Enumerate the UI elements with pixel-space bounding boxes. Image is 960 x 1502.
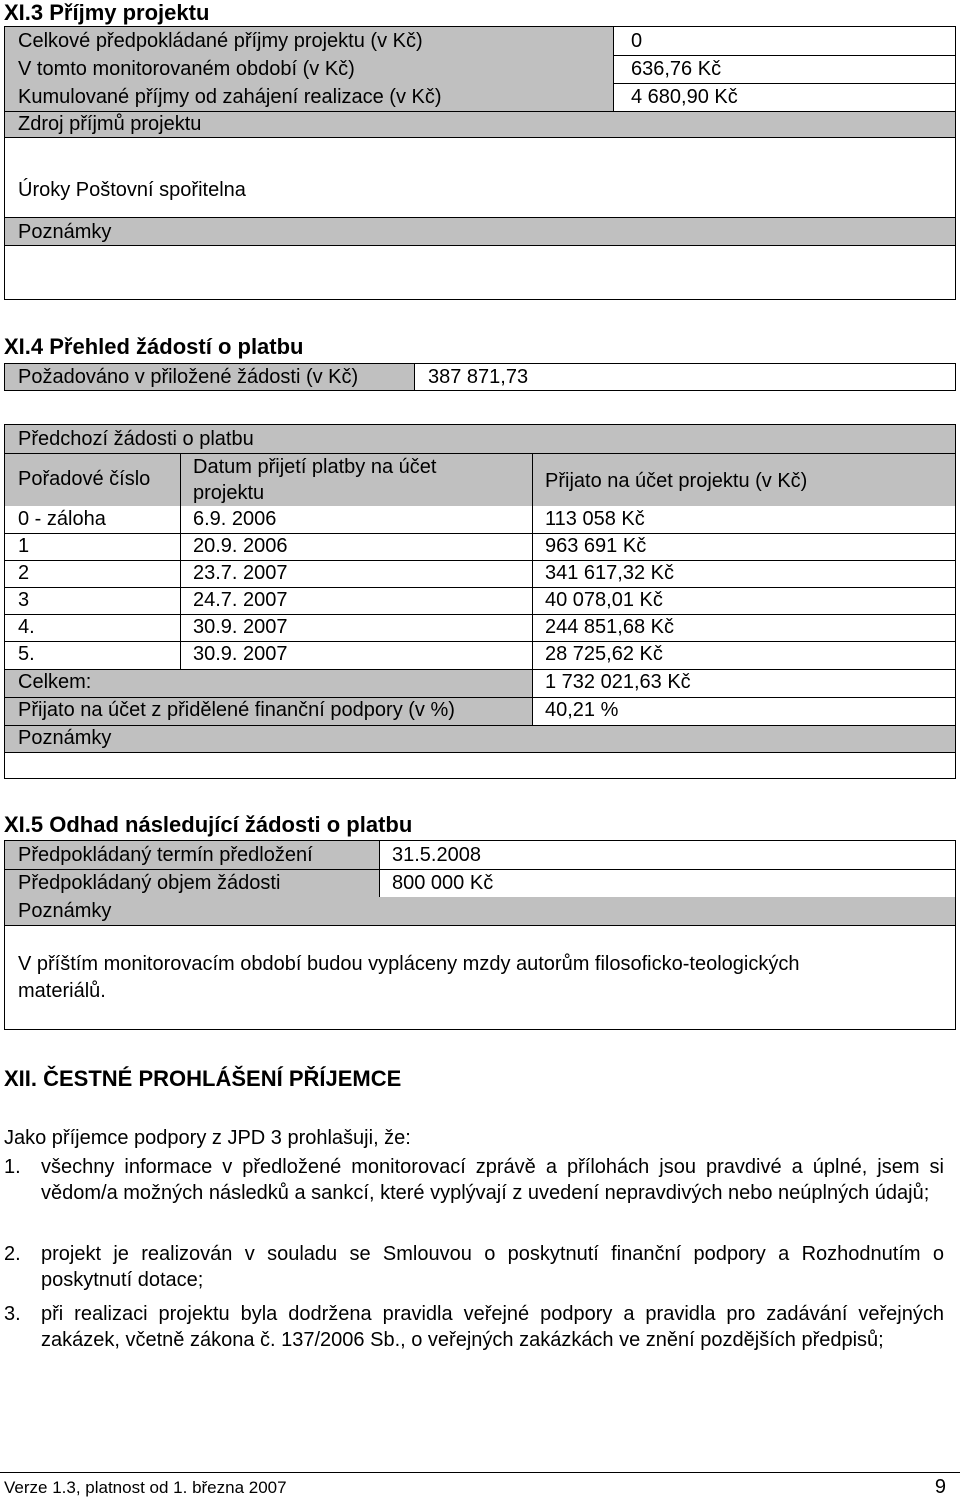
requested-row xyxy=(4,363,956,391)
table-row xyxy=(5,533,955,561)
next-request-table xyxy=(4,840,956,1030)
declaration-intro: Jako příjemce podpory z JPD 3 prohlašuji, že: xyxy=(4,1127,411,1149)
total-label: Celkem: xyxy=(5,670,532,697)
row-amount: 40 078,01 Kč xyxy=(545,589,663,611)
row-amount: 963 691 Kč xyxy=(545,535,647,557)
cumulative-income-value: 4 680,90 Kč xyxy=(631,86,738,108)
col-header-date-line2: projektu xyxy=(193,482,265,504)
row-amount: 244 851,68 Kč xyxy=(545,616,674,638)
cumulative-income-label: Kumulované příjmy od zahájení realizace (v Kč) xyxy=(5,83,613,111)
row-order: 5. xyxy=(18,643,35,665)
declaration-item-2: projekt je realizován v souladu se Smlouvou o poskytnutí finanční podpory a Rozhodnutím o poskytnutí dotace; xyxy=(41,1243,944,1291)
row-amount: 28 725,62 Kč xyxy=(545,643,663,665)
income-source-label: Zdroj příjmů projektu xyxy=(5,111,955,137)
row-order: 4. xyxy=(18,616,35,638)
term-value: 31.5.2008 xyxy=(392,844,481,866)
next-notes-label: Poznámky xyxy=(5,897,955,925)
declaration-item-3: při realizaci projektu byla dodržena pravidla veřejné podpory a pravidla pro zadávání veřejných zakázek, včetně zákona č. 137/2006 Sb., o veřejných zakázkách ve znění pozdějších předpisů; xyxy=(41,1303,944,1351)
row-date: 20.9. 2006 xyxy=(193,535,288,557)
pct-label: Přijato na účet z přidělené finanční podpory (v %) xyxy=(5,698,532,725)
row-amount: 341 617,32 Kč xyxy=(545,562,674,584)
row-amount: 113 058 Kč xyxy=(545,508,645,530)
item-number: 1. xyxy=(4,1156,21,1178)
income-notes-label: Poznámky xyxy=(5,217,955,245)
requested-label: Požadováno v přiložené žádosti (v Kč) xyxy=(5,364,414,390)
row-date: 6.9. 2006 xyxy=(193,508,277,530)
col-header-date-line1: Datum přijetí platby na účet xyxy=(193,456,437,478)
total-income-label: Celkové předpokládané příjmy projektu (v Kč) xyxy=(5,27,613,55)
payments-rows xyxy=(5,506,955,669)
row-date: 30.9. 2007 xyxy=(193,643,288,665)
item-number: 3. xyxy=(4,1303,21,1325)
footer-version: Verze 1.3, platnost od 1. března 2007 xyxy=(4,1478,287,1497)
col-header-order: Pořadové číslo xyxy=(18,468,151,490)
item-number: 2. xyxy=(4,1243,21,1265)
income-table xyxy=(4,26,956,300)
payments-table xyxy=(4,424,956,779)
section-title-xii: XII. ČESTNÉ PROHLÁŠENÍ PŘÍJEMCE xyxy=(4,1066,402,1091)
section-title-xi5: XI.5 Odhad následující žádosti o platbu xyxy=(4,812,413,837)
table-row xyxy=(5,641,955,670)
term-label: Předpokládaný termín předložení xyxy=(5,841,379,869)
table-row xyxy=(5,506,955,533)
row-order: 0 - záloha xyxy=(18,508,106,530)
table-row xyxy=(5,560,955,588)
table-row xyxy=(5,614,955,642)
row-date: 24.7. 2007 xyxy=(193,589,288,611)
period-income-value: 636,76 Kč xyxy=(631,58,722,80)
next-notes-line1: V příštím monitorovacím období budou vypláceny mzdy autorům filosoficko-teologických xyxy=(18,953,800,975)
volume-value: 800 000 Kč xyxy=(392,872,494,894)
income-source-value: Úroky Poštovní spořitelna xyxy=(18,179,246,201)
requested-value: 387 871,73 xyxy=(428,366,529,388)
row-order: 2 xyxy=(18,562,30,584)
volume-label: Předpokládaný objem žádosti xyxy=(5,870,379,897)
section-title-xi3: XI.3 Příjmy projektu xyxy=(4,0,210,25)
total-income-value: 0 xyxy=(631,30,643,52)
total-value: 1 732 021,63 Kč xyxy=(545,671,691,693)
table-row xyxy=(5,587,955,615)
period-income-label: V tomto monitorovaném období (v Kč) xyxy=(5,55,613,83)
page-number: 9 xyxy=(934,1476,946,1498)
row-order: 1 xyxy=(18,535,30,557)
payments-notes-label: Poznámky xyxy=(5,726,955,752)
prev-requests-title: Předchozí žádosti o platbu xyxy=(5,425,955,453)
row-order: 3 xyxy=(18,589,30,611)
row-date: 23.7. 2007 xyxy=(193,562,288,584)
declaration-item-1: všechny informace v předložené monitorovací zprávě a přílohách jsou pravdivé a úplné, jsem si vědom/a možných následků a sankcí, které vyplývají z uvedení nepravdivých nebo neúplných údajů; xyxy=(41,1156,944,1204)
row-date: 30.9. 2007 xyxy=(193,616,288,638)
pct-value: 40,21 % xyxy=(545,699,619,721)
section-title-xi4: XI.4 Přehled žádostí o platbu xyxy=(4,334,304,359)
col-header-amount: Přijato na účet projektu (v Kč) xyxy=(545,470,808,492)
next-notes-line2: materiálů. xyxy=(18,980,106,1002)
